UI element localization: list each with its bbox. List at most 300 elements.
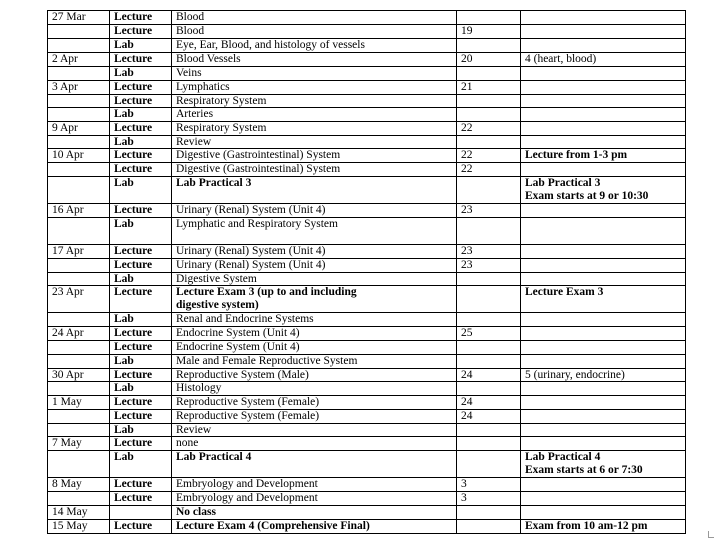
- topic-cell: [172, 258, 457, 272]
- note-cell: [521, 313, 686, 327]
- topic-cell: [172, 218, 457, 245]
- note-cell: [521, 354, 686, 368]
- date-cell: [48, 340, 110, 354]
- topic-cell-text: Respiratory System: [176, 121, 267, 134]
- chapter-cell: [457, 354, 521, 368]
- type-cell-text: Lecture: [114, 94, 153, 107]
- topic-cell-text: Blood: [176, 25, 205, 37]
- date-cell: [48, 382, 110, 396]
- table-row: [48, 218, 686, 245]
- note-cell-text: Lab Practical 3: [525, 177, 601, 189]
- date-cell: [48, 94, 110, 108]
- date-cell: [48, 478, 110, 492]
- type-cell: [110, 204, 172, 218]
- type-cell: [110, 286, 172, 313]
- chapter-cell-text: 24: [461, 409, 473, 422]
- topic-cell-text: No class: [176, 505, 216, 518]
- chapter-cell: [457, 286, 521, 313]
- chapter-cell: [457, 11, 521, 25]
- chapter-cell-text: 24: [461, 368, 473, 381]
- date-cell-text: 30 Apr: [52, 368, 84, 381]
- topic-cell: [172, 368, 457, 382]
- topic-cell-text: Lab Practical 3: [176, 177, 252, 189]
- table-row: [48, 25, 686, 39]
- table-row: [48, 163, 686, 177]
- topic-cell-text: Eye, Ear, Blood, and histology of vessels: [176, 39, 365, 51]
- chapter-cell: [457, 505, 521, 519]
- note-cell: [521, 492, 686, 506]
- table-row: [48, 80, 686, 94]
- topic-cell: [172, 313, 457, 327]
- topic-cell: [172, 340, 457, 354]
- table-row: [48, 437, 686, 451]
- topic-cell: [172, 25, 457, 39]
- topic-cell-text: Urinary (Renal) System (Unit 4): [176, 245, 326, 257]
- topic-cell-text: Digestive System: [176, 272, 257, 285]
- chapter-cell-text: 20: [461, 53, 473, 65]
- type-cell-text: Lecture: [114, 368, 153, 381]
- date-cell: [48, 354, 110, 368]
- note-cell: [521, 409, 686, 423]
- note-cell-text-line2: Exam starts at 6 or 7:30: [525, 463, 643, 476]
- topic-cell-text: Blood: [176, 11, 205, 23]
- topic-cell-text: Reproductive System (Female): [176, 409, 320, 422]
- chapter-cell-text: 3: [461, 492, 467, 504]
- table-row: [48, 204, 686, 218]
- topic-cell-text: Blood Vessels: [176, 53, 241, 65]
- chapter-cell: [457, 272, 521, 286]
- chapter-cell-text: 22: [461, 149, 473, 161]
- chapter-cell: [457, 340, 521, 354]
- topic-cell: [172, 121, 457, 135]
- topic-cell: [172, 272, 457, 286]
- table-row: [48, 177, 686, 204]
- topic-cell-text: Review: [176, 423, 212, 436]
- date-cell: [48, 204, 110, 218]
- topic-cell-text: Urinary (Renal) System (Unit 4): [176, 258, 326, 271]
- type-cell: [110, 121, 172, 135]
- type-cell: [110, 396, 172, 410]
- date-cell-text: 14 May: [52, 505, 88, 518]
- type-cell: [110, 368, 172, 382]
- topic-cell: [172, 505, 457, 519]
- note-cell: [521, 121, 686, 135]
- chapter-cell: [457, 25, 521, 39]
- table-row: [48, 409, 686, 423]
- table-row: [48, 368, 686, 382]
- note-cell: [521, 451, 686, 478]
- type-cell-text: Lab: [114, 451, 134, 463]
- topic-cell: [172, 204, 457, 218]
- note-cell: [521, 80, 686, 94]
- date-cell: [48, 245, 110, 259]
- chapter-cell: [457, 218, 521, 245]
- table-row: [48, 272, 686, 286]
- chapter-cell-text: 22: [461, 121, 473, 134]
- topic-cell: [172, 149, 457, 163]
- type-cell-text: Lecture: [114, 519, 153, 532]
- type-cell-text: Lab: [114, 272, 134, 285]
- date-cell: [48, 135, 110, 149]
- type-cell-text: Lab: [114, 218, 134, 230]
- date-cell: [48, 368, 110, 382]
- type-cell: [110, 492, 172, 506]
- note-cell: [521, 204, 686, 218]
- date-cell: [48, 149, 110, 163]
- topic-cell-text: Digestive (Gastrointestinal) System: [176, 163, 341, 175]
- date-cell-text: 10 Apr: [52, 149, 84, 161]
- topic-cell: [172, 478, 457, 492]
- type-cell-text: Lecture: [114, 121, 153, 134]
- type-cell-text: Lecture: [114, 340, 153, 353]
- date-cell: [48, 286, 110, 313]
- topic-cell: [172, 519, 457, 533]
- topic-cell-text: Embryology and Development: [176, 478, 318, 490]
- type-cell-text: Lab: [114, 108, 134, 120]
- chapter-cell: [457, 135, 521, 149]
- chapter-cell: [457, 121, 521, 135]
- table-row: [48, 94, 686, 108]
- chapter-cell: [457, 437, 521, 451]
- topic-cell: [172, 135, 457, 149]
- topic-cell-text: Lymphatic and Respiratory System: [176, 218, 338, 230]
- table-row: [48, 258, 686, 272]
- topic-cell: [172, 67, 457, 81]
- note-cell: [521, 177, 686, 204]
- type-cell-text: Lecture: [114, 286, 153, 298]
- chapter-cell: [457, 327, 521, 341]
- type-cell: [110, 409, 172, 423]
- date-cell: [48, 163, 110, 177]
- type-cell: [110, 177, 172, 204]
- topic-cell-text: Endocrine System (Unit 4): [176, 327, 300, 339]
- note-cell-text: Lecture Exam 3: [525, 286, 604, 298]
- note-cell: [521, 245, 686, 259]
- type-cell: [110, 135, 172, 149]
- type-cell: [110, 423, 172, 437]
- note-cell: [521, 67, 686, 81]
- chapter-cell: [457, 163, 521, 177]
- chapter-cell: [457, 258, 521, 272]
- type-cell-text: Lecture: [114, 437, 153, 449]
- type-cell: [110, 80, 172, 94]
- chapter-cell: [457, 396, 521, 410]
- topic-cell: [172, 11, 457, 25]
- date-cell-text: 8 May: [52, 478, 82, 490]
- table-row: [48, 39, 686, 53]
- note-cell: [521, 39, 686, 53]
- topic-cell: [172, 327, 457, 341]
- type-cell-text: Lab: [114, 177, 134, 189]
- type-cell: [110, 313, 172, 327]
- chapter-cell-text: 23: [461, 204, 473, 216]
- type-cell-text: Lab: [114, 313, 134, 325]
- note-cell: [521, 108, 686, 122]
- date-cell: [48, 492, 110, 506]
- type-cell-text: Lecture: [114, 163, 153, 175]
- note-cell: [521, 11, 686, 25]
- table-row: [48, 519, 686, 533]
- date-cell: [48, 11, 110, 25]
- chapter-cell: [457, 492, 521, 506]
- date-cell: [48, 451, 110, 478]
- date-cell: [48, 218, 110, 245]
- date-cell-text: 7 May: [52, 437, 82, 449]
- type-cell: [110, 327, 172, 341]
- type-cell-text: Lecture: [114, 258, 153, 271]
- topic-cell: [172, 423, 457, 437]
- topic-cell: [172, 163, 457, 177]
- type-cell-text: Lab: [114, 135, 134, 148]
- note-cell: [521, 396, 686, 410]
- date-cell-text: 16 Apr: [52, 204, 84, 216]
- table-row: [48, 313, 686, 327]
- date-cell-text: 3 Apr: [52, 80, 78, 93]
- note-cell: [521, 437, 686, 451]
- type-cell: [110, 258, 172, 272]
- topic-cell-text: Lecture Exam 3 (up to and including: [176, 286, 357, 298]
- date-cell-text: 1 May: [52, 396, 82, 408]
- topic-cell: [172, 108, 457, 122]
- chapter-cell: [457, 368, 521, 382]
- topic-cell: [172, 451, 457, 478]
- date-cell: [48, 53, 110, 67]
- topic-cell-text: Endocrine System (Unit 4): [176, 340, 300, 353]
- note-cell-text: 5 (urinary, endocrine): [525, 368, 625, 381]
- type-cell: [110, 354, 172, 368]
- type-cell: [110, 505, 172, 519]
- note-cell: [521, 258, 686, 272]
- type-cell-text: Lecture: [114, 11, 153, 23]
- table-row: [48, 286, 686, 313]
- note-cell: [521, 478, 686, 492]
- chapter-cell: [457, 177, 521, 204]
- topic-cell-text: Embryology and Development: [176, 492, 318, 504]
- table-row: [48, 505, 686, 519]
- table-row: [48, 67, 686, 81]
- type-cell: [110, 245, 172, 259]
- type-cell: [110, 382, 172, 396]
- type-cell-text: Lecture: [114, 492, 153, 504]
- topic-cell: [172, 409, 457, 423]
- topic-cell-text: Veins: [176, 67, 202, 79]
- chapter-cell: [457, 382, 521, 396]
- type-cell: [110, 149, 172, 163]
- date-cell: [48, 258, 110, 272]
- type-cell: [110, 519, 172, 533]
- table-row: [48, 340, 686, 354]
- chapter-cell: [457, 39, 521, 53]
- type-cell: [110, 53, 172, 67]
- schedule-table: [47, 10, 686, 534]
- note-cell-text-line2: Exam starts at 9 or 10:30: [525, 189, 649, 202]
- chapter-cell: [457, 409, 521, 423]
- chapter-cell: [457, 204, 521, 218]
- schedule-body: [48, 11, 686, 534]
- note-cell: [521, 218, 686, 245]
- topic-cell-text-line2: digestive system): [176, 298, 259, 311]
- type-cell: [110, 67, 172, 81]
- date-cell: [48, 327, 110, 341]
- date-cell: [48, 396, 110, 410]
- table-row: [48, 121, 686, 135]
- type-cell: [110, 218, 172, 245]
- note-cell: [521, 368, 686, 382]
- chapter-cell: [457, 313, 521, 327]
- date-cell-text: 15 May: [52, 519, 88, 532]
- note-cell: [521, 519, 686, 533]
- type-cell-text: Lecture: [114, 327, 153, 339]
- date-cell: [48, 108, 110, 122]
- date-cell-text: 27 Mar: [52, 11, 86, 23]
- chapter-cell: [457, 423, 521, 437]
- table-row: [48, 382, 686, 396]
- note-cell: [521, 286, 686, 313]
- type-cell-text: Lecture: [114, 396, 153, 408]
- date-cell: [48, 67, 110, 81]
- topic-cell-text: none: [176, 437, 199, 449]
- topic-cell: [172, 437, 457, 451]
- note-cell: [521, 53, 686, 67]
- chapter-cell: [457, 149, 521, 163]
- type-cell-text: Lecture: [114, 204, 153, 216]
- type-cell-text: Lecture: [114, 80, 153, 93]
- chapter-cell: [457, 67, 521, 81]
- topic-cell: [172, 354, 457, 368]
- table-row: [48, 53, 686, 67]
- note-cell: [521, 135, 686, 149]
- date-cell-text: 17 Apr: [52, 245, 84, 257]
- type-cell-text: Lab: [114, 39, 134, 51]
- topic-cell: [172, 39, 457, 53]
- note-cell: [521, 327, 686, 341]
- note-cell-text: Lab Practical 4: [525, 451, 601, 463]
- chapter-cell: [457, 94, 521, 108]
- chapter-cell: [457, 519, 521, 533]
- table-row: [48, 478, 686, 492]
- note-cell-text: Lecture from 1-3 pm: [525, 149, 628, 161]
- date-cell-text: 23 Apr: [52, 286, 84, 298]
- note-cell: [521, 25, 686, 39]
- chapter-cell-text: 22: [461, 163, 473, 175]
- date-cell-text: 24 Apr: [52, 327, 84, 339]
- type-cell-text: Lab: [114, 67, 134, 79]
- date-cell: [48, 39, 110, 53]
- type-cell: [110, 340, 172, 354]
- table-row: [48, 245, 686, 259]
- topic-cell: [172, 286, 457, 313]
- chapter-cell: [457, 451, 521, 478]
- date-cell-text: 9 Apr: [52, 121, 78, 134]
- chapter-cell-text: 23: [461, 258, 473, 271]
- date-cell: [48, 121, 110, 135]
- note-cell: [521, 163, 686, 177]
- date-cell: [48, 80, 110, 94]
- topic-cell-text: Reproductive System (Female): [176, 396, 320, 408]
- topic-cell-text: Digestive (Gastrointestinal) System: [176, 149, 341, 161]
- type-cell-text: Lecture: [114, 25, 153, 37]
- topic-cell-text: Urinary (Renal) System (Unit 4): [176, 204, 326, 216]
- note-cell: [521, 505, 686, 519]
- topic-cell: [172, 177, 457, 204]
- type-cell-text: Lab: [114, 382, 134, 394]
- topic-cell-text: Review: [176, 135, 212, 148]
- topic-cell: [172, 53, 457, 67]
- type-cell: [110, 11, 172, 25]
- type-cell: [110, 451, 172, 478]
- table-row: [48, 492, 686, 506]
- topic-cell-text: Respiratory System: [176, 94, 267, 107]
- type-cell-text: Lab: [114, 354, 134, 367]
- topic-cell: [172, 382, 457, 396]
- chapter-cell-text: 25: [461, 327, 473, 339]
- chapter-cell-text: 24: [461, 396, 473, 408]
- date-cell: [48, 272, 110, 286]
- topic-cell-text: Lymphatics: [176, 80, 230, 93]
- topic-cell-text: Histology: [176, 382, 222, 394]
- table-row: [48, 11, 686, 25]
- date-cell: [48, 505, 110, 519]
- table-row: [48, 327, 686, 341]
- page-corner-mark: [708, 531, 714, 538]
- type-cell-text: Lecture: [114, 478, 153, 490]
- date-cell: [48, 437, 110, 451]
- topic-cell-text: Renal and Endocrine Systems: [176, 313, 314, 325]
- type-cell-text: Lecture: [114, 149, 153, 161]
- topic-cell-text: Lecture Exam 4 (Comprehensive Final): [176, 519, 370, 532]
- type-cell-text: Lab: [114, 423, 134, 436]
- date-cell: [48, 177, 110, 204]
- chapter-cell: [457, 245, 521, 259]
- topic-cell: [172, 492, 457, 506]
- type-cell: [110, 39, 172, 53]
- topic-cell: [172, 396, 457, 410]
- table-row: [48, 354, 686, 368]
- note-cell: [521, 94, 686, 108]
- table-row: [48, 423, 686, 437]
- type-cell-text: Lecture: [114, 245, 153, 257]
- type-cell: [110, 478, 172, 492]
- table-row: [48, 149, 686, 163]
- date-cell: [48, 25, 110, 39]
- chapter-cell: [457, 108, 521, 122]
- type-cell-text: Lecture: [114, 53, 153, 65]
- table-row: [48, 396, 686, 410]
- topic-cell-text: Lab Practical 4: [176, 451, 252, 463]
- type-cell: [110, 272, 172, 286]
- date-cell-text: 2 Apr: [52, 53, 78, 65]
- topic-cell: [172, 94, 457, 108]
- type-cell-text: Lecture: [114, 409, 153, 422]
- date-cell: [48, 519, 110, 533]
- date-cell: [48, 409, 110, 423]
- table-row: [48, 135, 686, 149]
- chapter-cell-text: 21: [461, 80, 473, 93]
- chapter-cell-text: 19: [461, 25, 473, 37]
- chapter-cell: [457, 53, 521, 67]
- type-cell: [110, 94, 172, 108]
- date-cell: [48, 423, 110, 437]
- type-cell: [110, 163, 172, 177]
- chapter-cell-text: 23: [461, 245, 473, 257]
- topic-cell: [172, 80, 457, 94]
- date-cell: [48, 313, 110, 327]
- chapter-cell: [457, 80, 521, 94]
- topic-cell-text: Reproductive System (Male): [176, 368, 309, 381]
- topic-cell: [172, 245, 457, 259]
- note-cell-text: 4 (heart, blood): [525, 53, 597, 65]
- chapter-cell: [457, 478, 521, 492]
